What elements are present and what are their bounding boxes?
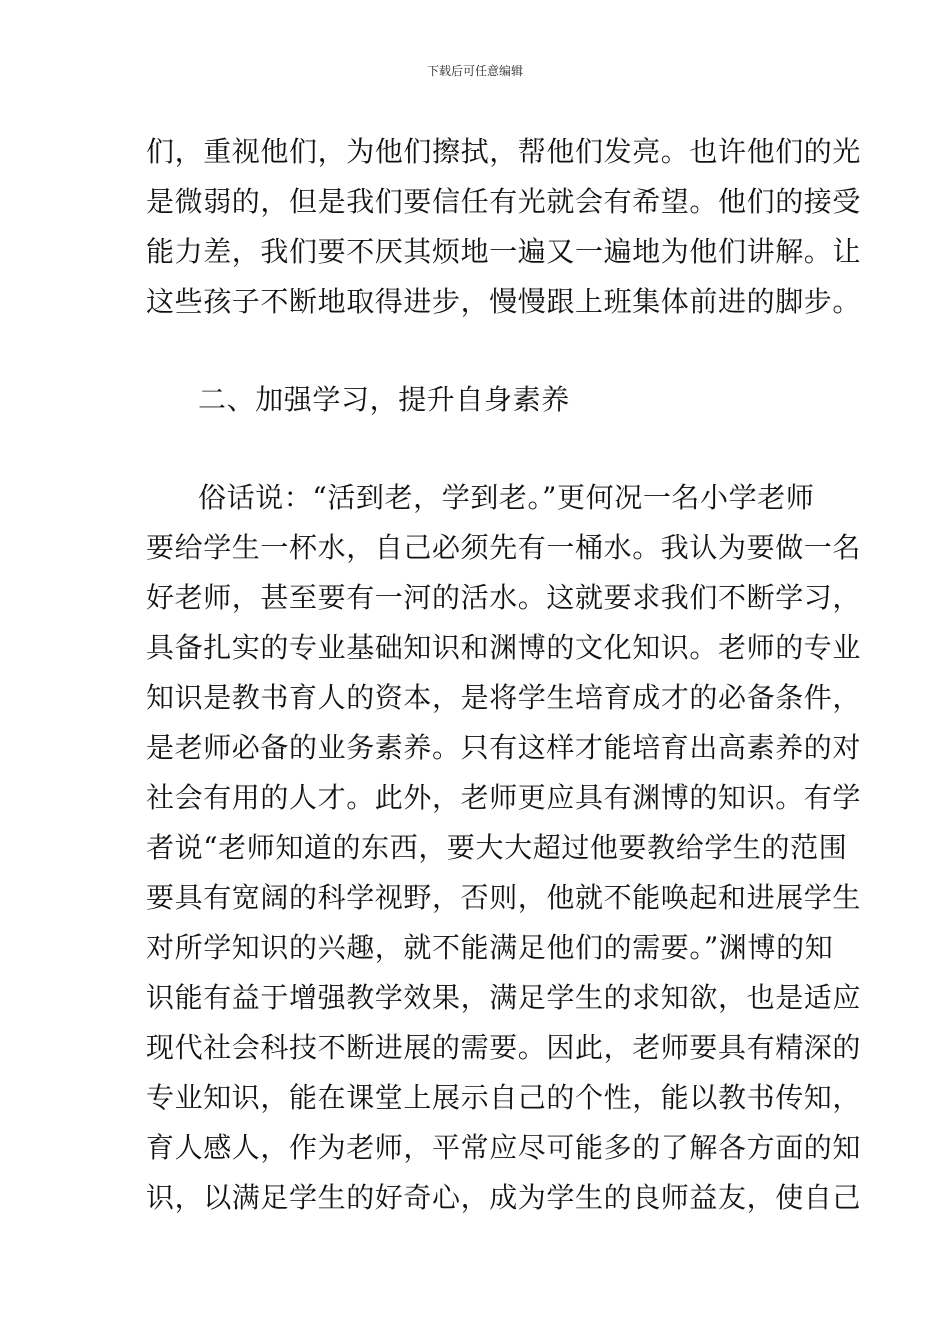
page-header-note: 下载后可任意编辑 [426, 64, 523, 78]
paragraph-line: 者说“老师知道的东西，要大大超过他要教给学生的范围 [146, 831, 848, 864]
paragraph-line: 俗话说：“活到老，学到老。”更何况一名小学老师 [198, 481, 815, 514]
paragraph-line: 育人感人，作为老师，平常应尽可能多的了解各方面的知 [146, 1131, 862, 1164]
paragraph-line: 要具有宽阔的科学视野，否则，他就不能唤起和进展学生 [146, 881, 862, 914]
paragraph-line: 能力差，我们要不厌其烦地一遍又一遍地为他们讲解。让 [146, 235, 862, 268]
paragraph-line: 好老师，甚至要有一河的活水。这就要求我们不断学习， [146, 581, 862, 614]
paragraph-line: 是微弱的，但是我们要信任有光就会有希望。他们的接受 [146, 185, 862, 218]
paragraph-line: 们，重视他们，为他们擦拭，帮他们发亮。也许他们的光 [146, 135, 862, 168]
section-heading: 二、加强学习，提升自身素养 [198, 383, 570, 416]
paragraph-line: 专业知识，能在课堂上展示自己的个性，能以教书传知， [146, 1081, 862, 1114]
paragraph-line: 识，以满足学生的好奇心，成为学生的良师益友，使自己 [146, 1181, 862, 1214]
paragraph-line: 社会有用的人才。此外，老师更应具有渊博的知识。有学 [146, 781, 862, 814]
paragraph-line: 是老师必备的业务素养。只有这样才能培育出高素养的对 [146, 731, 862, 764]
paragraph-line: 具备扎实的专业基础知识和渊博的文化知识。老师的专业 [146, 631, 862, 664]
paragraph-line: 要给学生一杯水，自己必须先有一桶水。我认为要做一名 [146, 531, 862, 564]
paragraph-line: 现代社会科技不断进展的需要。因此，老师要具有精深的 [146, 1031, 862, 1064]
paragraph-line: 对所学知识的兴趣，就不能满足他们的需要。”渊博的知 [146, 931, 834, 964]
paragraph-line: 这些孩子不断地取得进步，慢慢跟上班集体前进的脚步。 [146, 285, 862, 318]
paragraph-line: 识能有益于增强教学效果，满足学生的求知欲，也是适应 [146, 981, 862, 1014]
paragraph-line: 知识是教书育人的资本，是将学生培育成才的必备条件， [146, 681, 862, 714]
